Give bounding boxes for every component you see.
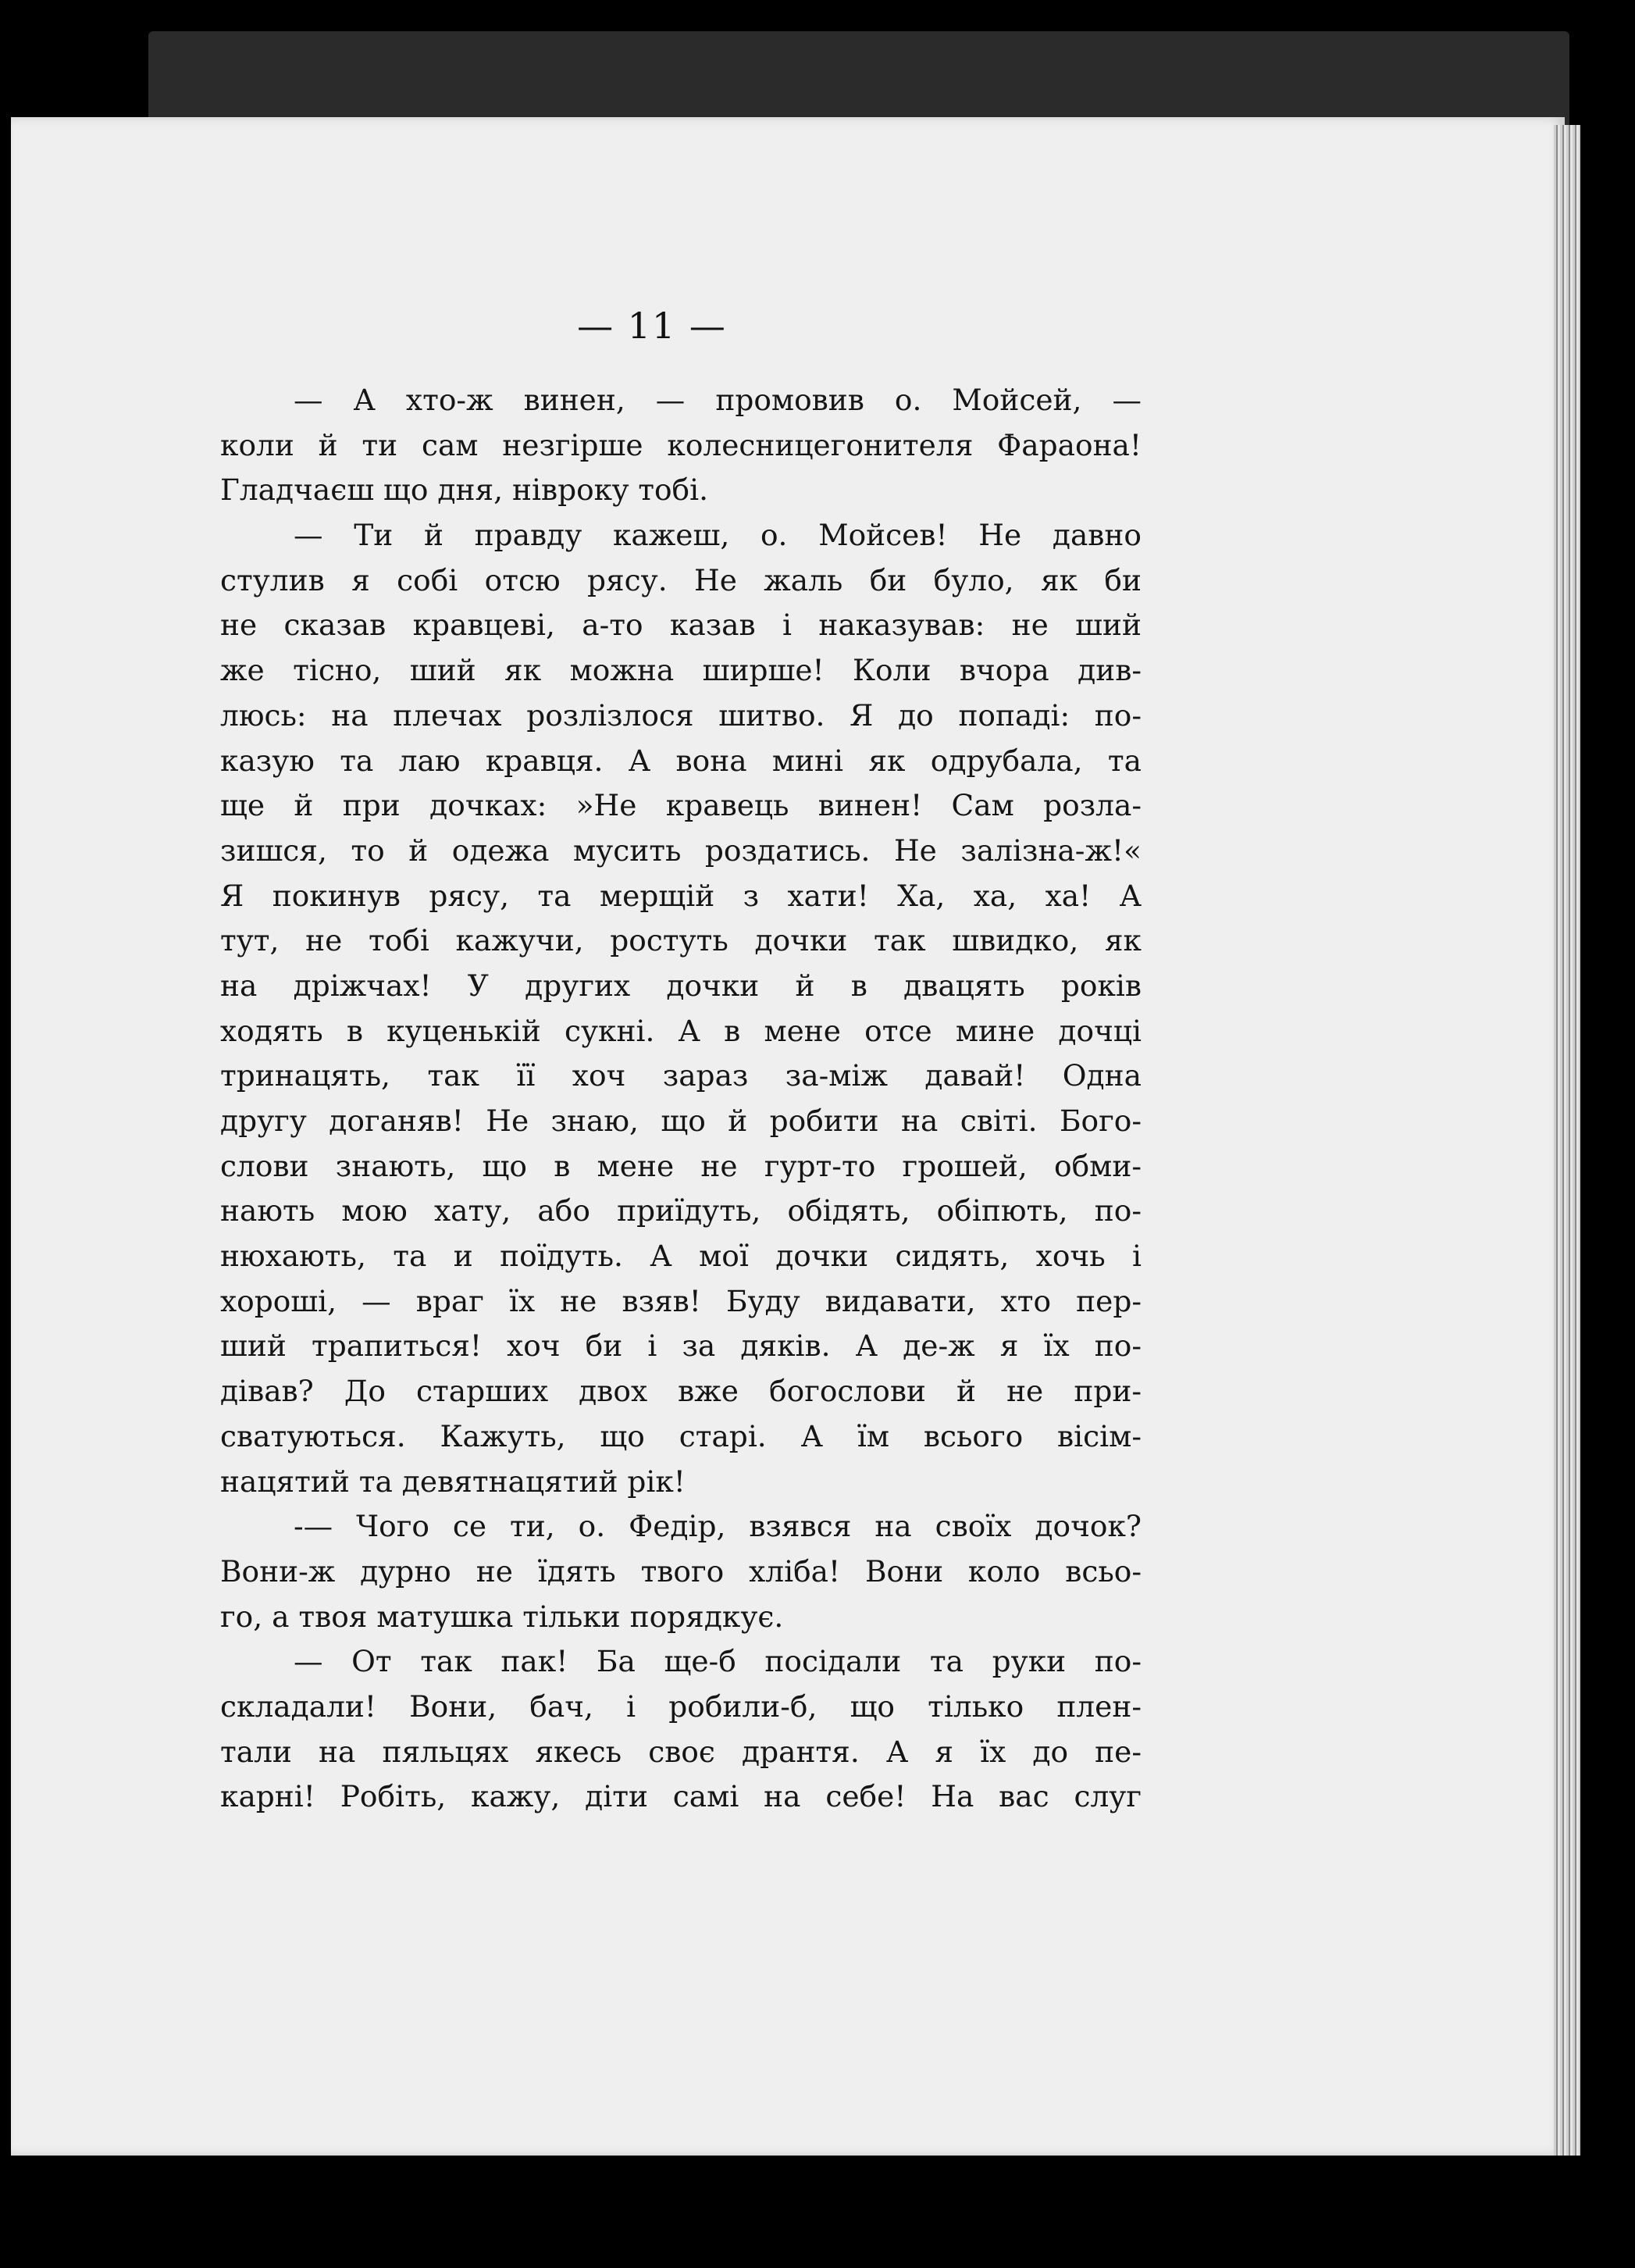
text-line: — От так пак! Ба ще-б посідали та руки по- [294,1644,1142,1679]
text-line: нюхають, та и поїдуть. А мої дочки сидять, хочь і [220,1239,1142,1274]
page-number: — 11 — [577,305,727,347]
text-line: тали на пяльцях якесь своє дрантя. А я їх до пе- [220,1734,1142,1769]
text-line: ще й при дочках: »Не кравець винен! Сам розла- [220,788,1142,823]
text-line: люсь: на плечах розлізлося шитво. Я до попаді: по- [220,697,1142,733]
text-line: же тісно, ший як можна ширше! Коли вчора див- [220,653,1142,688]
text-line: нацятий та девятнацятий рік! [220,1464,686,1499]
text-line: го, а твоя матушка тільки порядкує. [220,1599,784,1634]
text-line: хороші, — враг їх не взяв! Буду видавати, хто пер- [220,1283,1142,1318]
text-line: ходять в куценькій сукні. А в мене отсе мине дочці [220,1013,1142,1048]
text-line: складали! Вони, бач, і робили-б, що тілько плен- [220,1689,1142,1724]
text-line: ший трапиться! хоч би і за дяків. А де-ж я їх по- [220,1328,1142,1364]
text-line: дівав? До старших двох вже богослови й не при- [220,1374,1142,1409]
text-line: тринацять, так її хоч зараз за-між давай! Одна [220,1058,1142,1093]
body-text [220,378,1142,1820]
text-line: зишся, то й одежа мусить роздатись. Не залізна-ж!« [220,833,1142,868]
text-line: не сказав кравцеві, а-то казав і наказував: не ший [220,608,1142,643]
text-line: Вони-ж дурно не їдять твого хліба! Вони коло всьо- [220,1553,1142,1589]
text-line: на дріжчах! У других дочки й в двацять років [220,968,1142,1003]
text-line: -— Чого се ти, о. Федір, взявся на своїх дочок? [294,1509,1142,1544]
text-line: карні! Робіть, кажу, діти самі на себе! На вас слуг [220,1779,1142,1814]
text-line: казую та лаю кравця. А вона мині як одрубала, та [220,743,1142,778]
text-line: коли й ти сам незгірше колесницегонителя Фараона! [220,427,1142,462]
text-line: сватуються. Кажуть, що старі. А їм всього вісім- [220,1418,1142,1453]
page-stack-edge [1554,125,1580,2156]
text-line: тут, не тобі кажучи, ростуть дочки так швидко, як [220,923,1142,958]
text-line: Гладчаєш що дня, ніврокy тобі. [220,472,709,508]
text-line: стулив я собі отсю рясу. Не жаль би було, як би [220,562,1142,597]
text-line: нають мою хату, або приїдуть, обідять, обіпють, по- [220,1193,1142,1228]
text-line: — Ти й правду кажеш, о. Мойсев! Не давно [294,518,1142,553]
text-line: слови знають, що в мене не гурт-то грошей, обми- [220,1148,1142,1183]
text-line: Я покинув рясу, та мерщій з хати! Ха, ха, ха! А [220,878,1142,913]
text-line: — А хто-ж винен, — промовив о. Мойсей, — [294,383,1142,417]
text-line: другу доганяв! Не знаю, що й робити на світі. Бого- [220,1104,1142,1138]
